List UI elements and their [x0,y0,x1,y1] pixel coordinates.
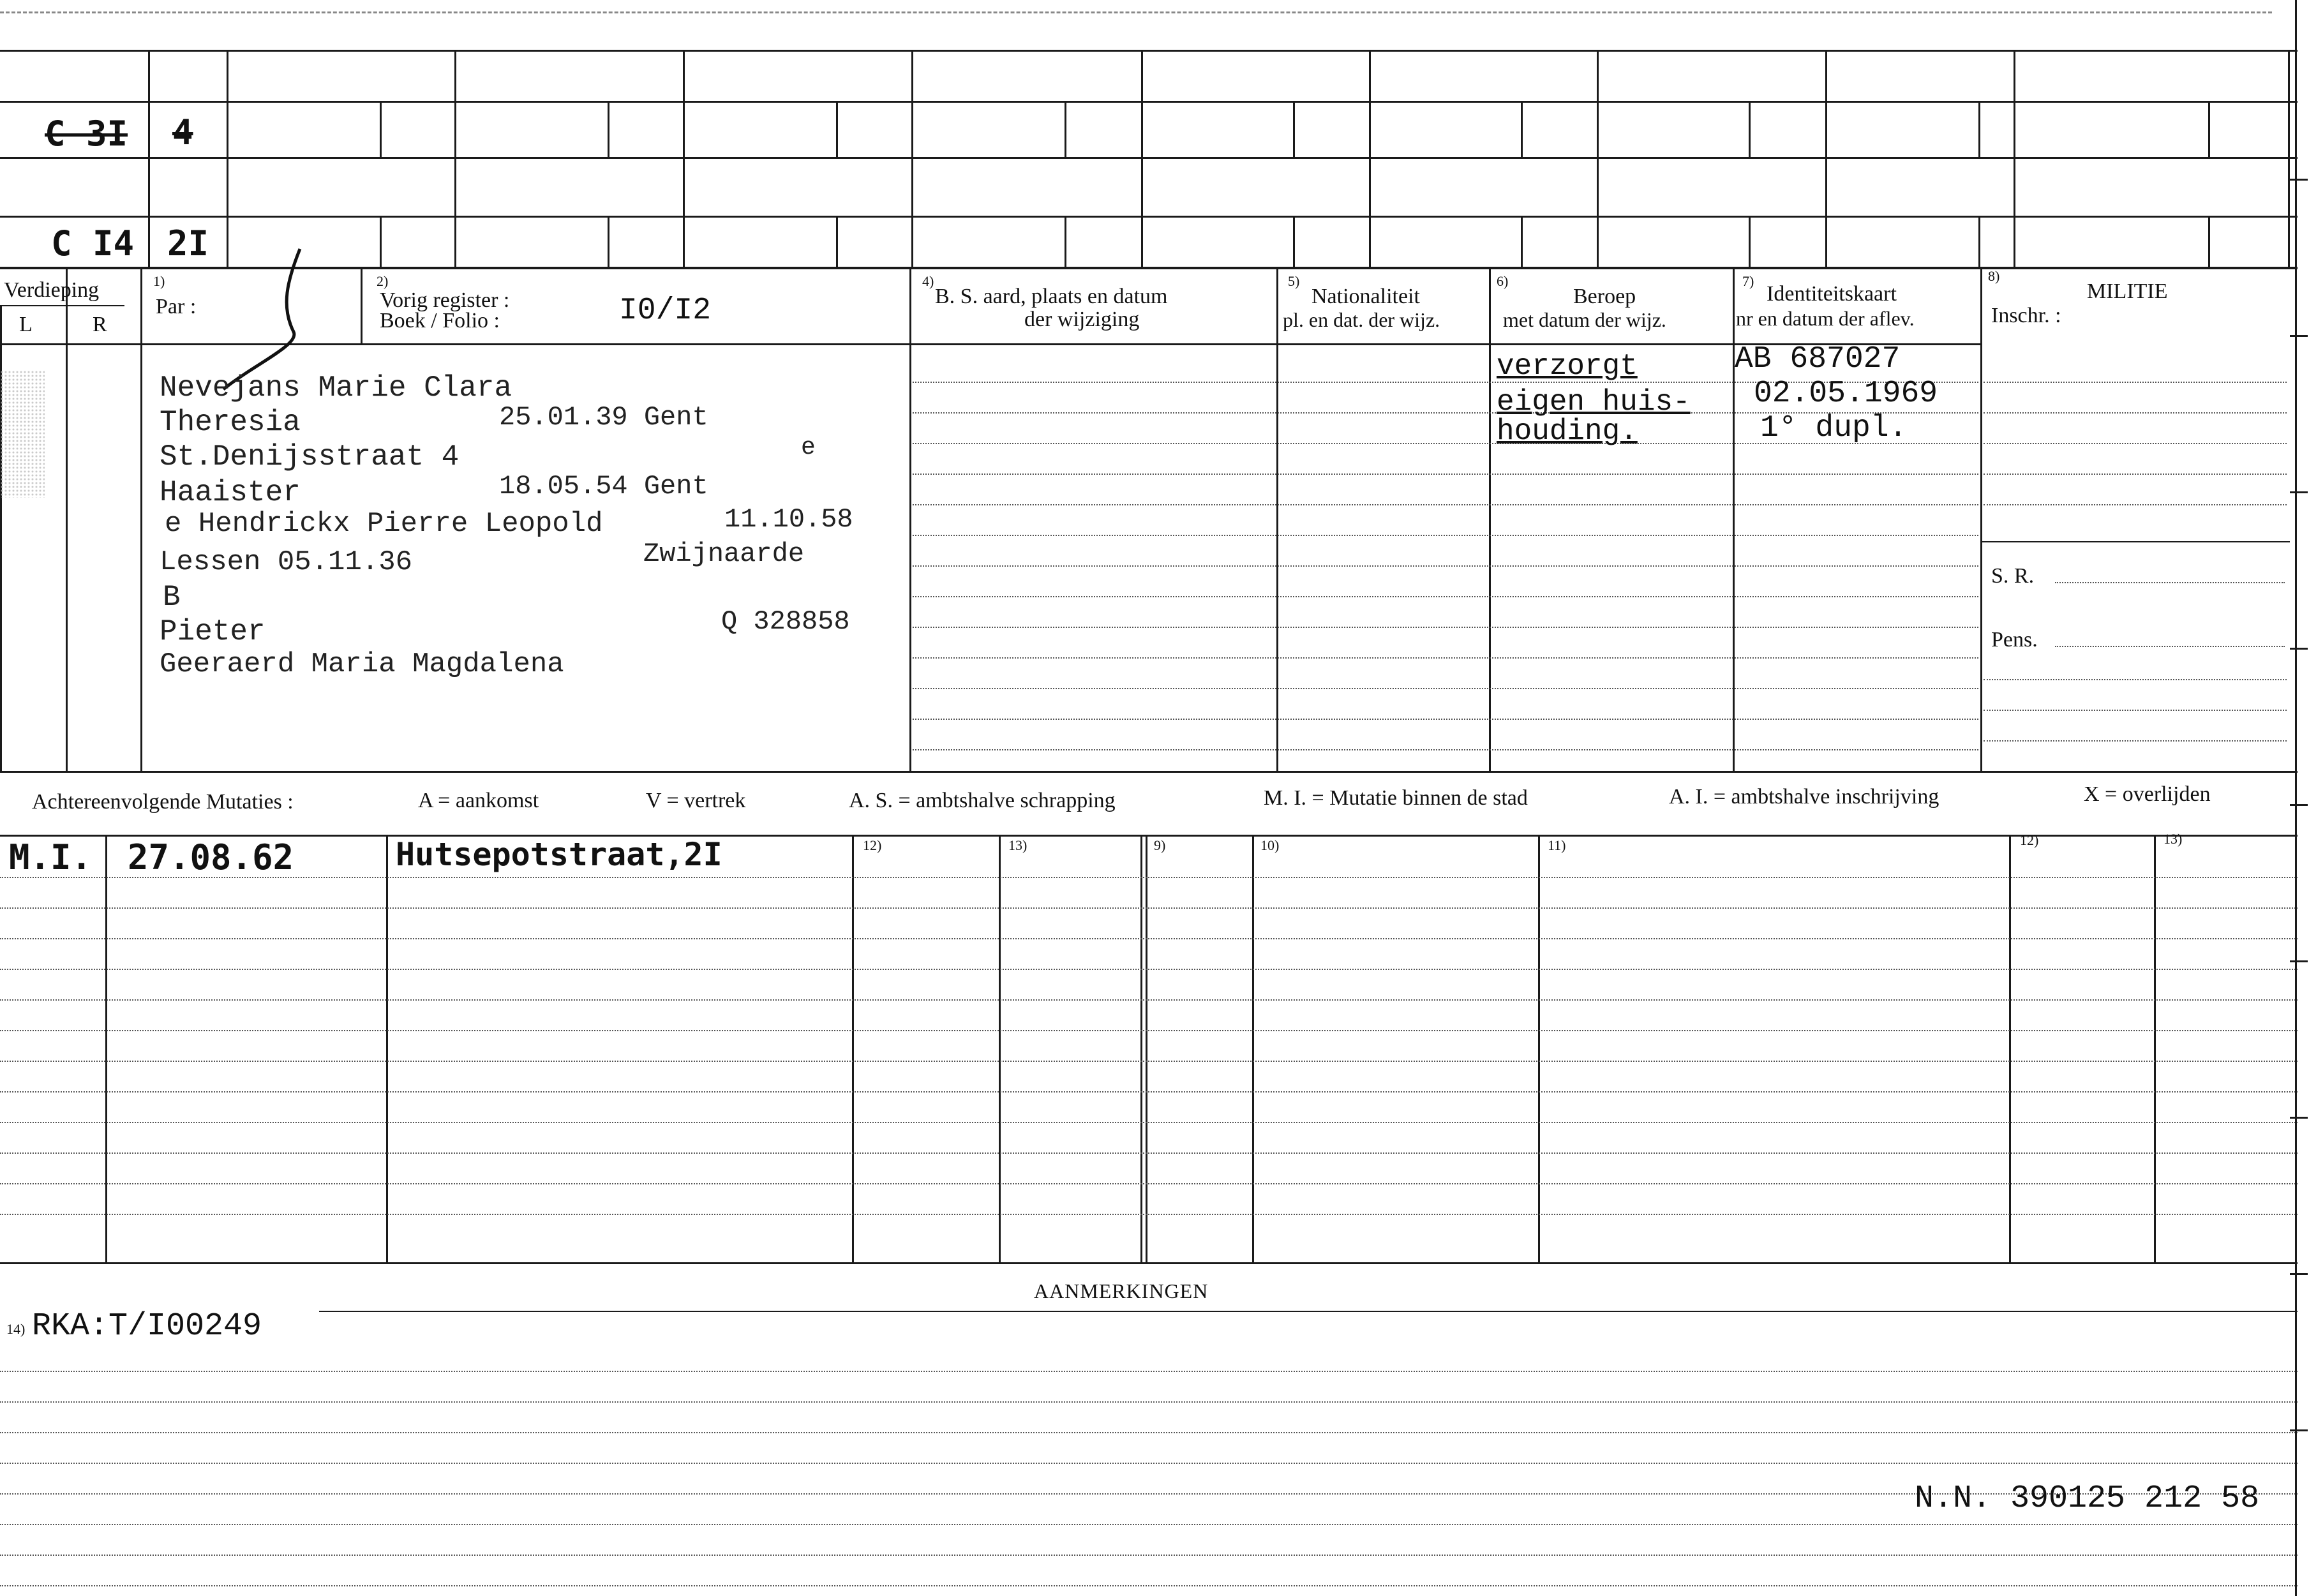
id-line1: Identiteitskaart [1767,282,1897,306]
legend-mi: M. I. = Mutatie binnen de stad [1264,786,1528,810]
top-num-1: 4 [172,112,193,153]
dotted-line [0,999,2298,1001]
pens-label: Pens. [1991,628,2038,652]
grid-tick [1293,216,1295,267]
grid-vline [1369,50,1371,267]
verdieping-label: Verdieping [4,278,100,302]
legend-v: V = vertrek [646,789,746,812]
top-code-1: C 3I [45,114,128,154]
main-bottom-line [0,771,2298,773]
dotted-line [1984,710,2287,711]
grid-tick [836,101,838,157]
bs-num: 4) [922,273,934,289]
mut-n10: 10) [1260,837,1280,853]
dotted-line [913,627,1978,628]
id-num: 7) [1742,273,1754,289]
militie-label: MILITIE [2087,280,2168,303]
grid-vline [1141,50,1143,267]
dotted-line [0,1152,2298,1154]
col-divider [1276,267,1278,771]
top-edge [0,11,2272,19]
dotted-line [1984,474,2287,475]
col-divider [1489,267,1491,771]
mut-address: Hutsepotstraat,2I [396,836,722,873]
person-zwijnaarde: Zwijnaarde [643,539,805,569]
dotted-line [0,1091,2298,1093]
grid-tick [380,216,382,267]
remarks-num: 14) [6,1321,26,1337]
bs-line2: der wijziging [1024,308,1140,331]
col-divider [1980,267,1982,771]
top-code-2: C I4 [51,223,135,264]
right-edge-line [2295,0,2297,1596]
person-spouse-date: 11.10.58 [724,504,853,535]
grid-tick [836,216,838,267]
mut-col [2009,835,2011,1262]
par-num: 1) [153,273,165,289]
militie-split [1980,541,2290,542]
legend-x: X = overlijden [2084,782,2211,806]
grid-vline [1825,50,1827,267]
dotted-line [913,565,1978,567]
edge-tick [2290,335,2308,337]
dotted-line [1984,412,2287,414]
grid-vline [227,50,228,267]
mut-n13: 13) [1008,837,1027,853]
grid-vline [911,50,913,267]
mut-n12: 12) [863,837,882,853]
edge-tick [2290,1117,2308,1119]
col-divider [361,267,362,343]
top-num-2: 2I [167,223,209,264]
person-street: St.Denijsstraat 4 [160,440,460,474]
mil-num: 8) [1988,268,2000,284]
edge-tick [2290,960,2308,962]
dotted-line [0,1214,2298,1215]
remarks-title: AANMERKINGEN [1034,1279,1209,1302]
edge-tick [2290,648,2308,650]
dotted-line [913,535,1978,536]
mut-n13b: 13) [2163,831,2183,847]
dotted-line [0,877,2298,878]
dotted-line [0,1371,2298,1372]
dotted-line [0,1463,2298,1464]
person-q-code: Q 328858 [721,606,850,637]
mut-col [1140,835,1142,1262]
person-b-mark: B [163,581,181,614]
dotted-line [1984,382,2287,383]
inschr-label: Inschr. : [1991,304,2061,327]
person-pieter: Pieter [160,615,265,648]
dotted-line [913,749,1978,750]
remarks-nn: N.N. 390125 212 58 [1915,1480,2260,1517]
grid-vline [2014,50,2015,267]
top-grid-line [0,216,2298,218]
person-birth: 25.01.39 Gent [499,402,708,433]
vorig-num: 2) [377,273,389,289]
grid-tick [380,101,382,157]
vorig-label: Vorig register : [380,288,510,312]
remarks-line [319,1311,2298,1312]
dotted-line [913,657,1978,659]
grid-tick [1521,216,1523,267]
edge-tick [2290,1429,2308,1431]
nat-line2: pl. en dat. der wijz. [1283,308,1440,331]
scan-noise [0,370,45,498]
person-name2: Theresia [160,406,301,439]
grid-tick [2208,101,2210,157]
person-name1: Nevejans Marie Clara [160,371,512,405]
grid-tick [608,101,609,157]
nat-num: 5) [1288,273,1300,289]
person-date2: 18.05.54 Gent [499,471,708,502]
grid-tick [1749,101,1751,157]
grid-vline [1597,50,1599,267]
dotted-line [0,1122,2298,1123]
boek-value: I0/I2 [619,294,712,328]
top-grid-line [0,50,2298,52]
grid-tick [1065,216,1066,267]
dotted-line [0,1555,2298,1556]
dotted-line [0,938,2298,939]
legend-ai: A. I. = ambtshalve inschrijving [1669,785,1939,809]
person-lessen: Lessen 05.11.36 [160,546,413,578]
grid-tick [1521,101,1523,157]
dotted-line [0,1524,2298,1525]
mutations-title: Achtereenvolgende Mutaties : [32,790,294,814]
grid-tick [1065,101,1066,157]
pens-dots [2055,646,2285,647]
col-divider [66,267,68,771]
legend-a: A = aankomst [418,789,539,812]
sr-dots [2055,582,2285,583]
mut-col [386,835,388,1262]
grid-vline [2288,50,2290,267]
mut-top-line [0,835,2298,837]
dotted-line [0,1061,2298,1062]
grid-tick [1978,216,1980,267]
r-label: R [93,313,107,336]
dotted-line [0,1585,2298,1586]
dotted-line [0,1401,2298,1403]
edge-tick [2290,491,2308,493]
edge-tick [2290,1273,2308,1275]
dotted-line [913,474,1978,475]
grid-vline [148,50,150,267]
legend-as: A. S. = ambtshalve schrapping [849,789,1116,812]
grid-vline [683,50,685,267]
id-card-number: AB 687027 [1735,342,1901,377]
dotted-line [1984,443,2287,444]
beroep-line2-val: eigen huis- [1497,385,1691,419]
person-e-mark: e [801,434,816,461]
beroep-line3-val: houding. [1497,415,1638,448]
person-mother: Geeraerd Maria Magdalena [160,648,564,680]
beroep-line2: met datum der wijz. [1503,308,1666,331]
verdieping-split [0,305,124,306]
grid-tick [608,216,609,267]
dotted-line [0,1432,2298,1433]
dotted-line [913,719,1978,720]
top-grid-line [0,157,2298,159]
edge-tick [2290,179,2308,181]
mut-col [999,835,1001,1262]
grid-tick [1749,216,1751,267]
bs-line1: B. S. aard, plaats en datum [935,285,1168,308]
person-spouse: e Hendrickx Pierre Leopold [165,508,603,540]
grid-tick [2208,216,2210,267]
dotted-line [1984,740,2287,742]
col-divider [909,267,911,771]
mut-col [1252,835,1254,1262]
nat-line1: Nationaliteit [1311,285,1420,308]
dotted-line [913,596,1978,597]
mut-code: M.I. [9,837,93,877]
mut-col [852,835,854,1262]
dotted-line [0,969,2298,970]
dotted-line [1984,504,2287,505]
dotted-line [0,1030,2298,1031]
dotted-line [0,907,2298,909]
edge-tick [2290,804,2308,806]
boek-label: Boek / Folio : [380,309,500,332]
sr-label: S. R. [1991,564,2035,588]
mut-bottom-line [0,1262,2298,1264]
id-card-dupl: 1° dupl. [1760,411,1908,445]
par-label: Par : [156,295,197,318]
grid-tick [1293,101,1295,157]
grid-tick [1978,101,1980,157]
mut-col [1538,835,1540,1262]
dotted-line [1984,679,2287,680]
mut-n11: 11) [1548,837,1566,853]
mut-col [105,835,107,1262]
mut-n9: 9) [1154,837,1166,853]
dotted-line [913,688,1978,689]
mut-n12b: 12) [2020,832,2039,848]
mut-col [2154,835,2156,1262]
beroep-line1-val: verzorgt [1497,350,1638,383]
mut-col [1146,835,1147,1262]
dotted-line [0,1183,2298,1184]
beroep-line1: Beroep [1573,285,1636,308]
l-label: L [19,313,33,336]
id-line2: nr en datum der aflev. [1736,307,1915,330]
dotted-line [913,504,1978,505]
person-place: Haaister [160,476,301,509]
grid-vline [454,50,456,267]
mut-date: 27.08.62 [128,837,294,877]
top-grid-line [0,101,2298,103]
top-grid-line [0,267,2298,269]
remarks-rka: RKA:T/I00249 [32,1308,262,1345]
id-card-date: 02.05.1969 [1754,377,1938,411]
beroep-num: 6) [1497,273,1509,289]
col-divider [140,267,142,771]
